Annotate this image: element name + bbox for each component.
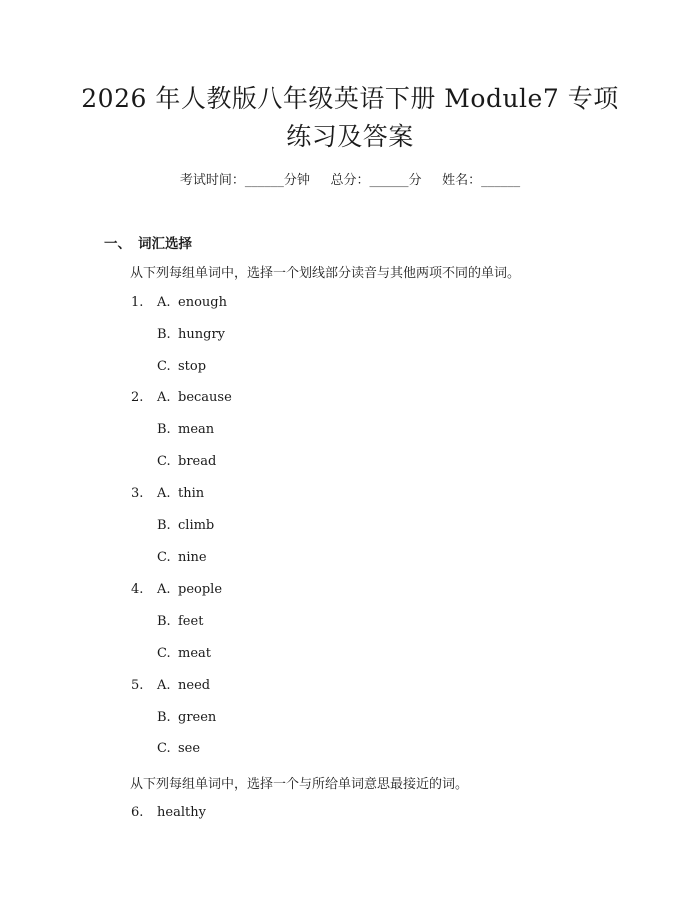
option-text: thin bbox=[178, 486, 205, 501]
option-letter: B. bbox=[157, 710, 171, 725]
document-title bbox=[60, 80, 640, 156]
option-text: meat bbox=[178, 646, 211, 661]
option-letter: A. bbox=[157, 582, 171, 597]
option-row bbox=[157, 295, 227, 310]
option-text: mean bbox=[178, 422, 215, 437]
option-text: feet bbox=[178, 614, 204, 629]
question-number: 4. bbox=[131, 582, 144, 597]
option-row bbox=[157, 390, 232, 405]
option-text: see bbox=[178, 741, 201, 756]
question-number: 5. bbox=[131, 678, 144, 693]
option-row bbox=[157, 614, 203, 629]
question-number: 6. bbox=[131, 805, 144, 820]
option-row bbox=[157, 678, 210, 693]
option-letter: A. bbox=[157, 678, 171, 693]
option-letter: A. bbox=[157, 295, 171, 310]
option-text: hungry bbox=[178, 327, 225, 342]
title-line-2: 练习及答案 bbox=[286, 122, 414, 151]
option-letter: C. bbox=[157, 454, 171, 469]
option-letter: A. bbox=[157, 390, 171, 405]
option-text: green bbox=[178, 710, 217, 725]
option-row bbox=[157, 327, 225, 342]
section-heading bbox=[104, 232, 192, 252]
question-number: 2. bbox=[131, 390, 144, 405]
option-text: climb bbox=[178, 518, 215, 533]
option-letter: C. bbox=[157, 359, 171, 374]
option-row bbox=[157, 741, 200, 756]
option-row bbox=[157, 646, 211, 661]
option-letter: C. bbox=[157, 646, 171, 661]
option-row bbox=[157, 359, 206, 374]
option-row bbox=[157, 422, 214, 437]
exam-info: 考试时间：______分钟 总分：______分 姓名：______ bbox=[179, 173, 521, 188]
instruction-pronunciation: 从下列每组单词中，选择一个划线部分读音与其他两项不同的单词。 bbox=[130, 266, 521, 281]
option-letter: B. bbox=[157, 327, 171, 342]
option-row bbox=[157, 518, 214, 533]
option-letter: B. bbox=[157, 422, 171, 437]
option-letter: B. bbox=[157, 614, 171, 629]
section-title: 词汇选择 bbox=[138, 236, 192, 252]
option-text: need bbox=[178, 678, 211, 693]
option-row bbox=[157, 582, 222, 597]
option-text: people bbox=[178, 582, 223, 597]
question-number: 3. bbox=[131, 486, 144, 501]
option-text: stop bbox=[178, 359, 207, 374]
option-row bbox=[157, 710, 216, 725]
option-text: bread bbox=[178, 454, 217, 469]
option-row bbox=[157, 486, 204, 501]
option-text: because bbox=[178, 390, 232, 405]
option-letter: C. bbox=[157, 741, 171, 756]
option-letter: A. bbox=[157, 486, 171, 501]
instruction-synonym: 从下列每组单词中，选择一个与所给单词意思最接近的词。 bbox=[130, 777, 469, 792]
option-row bbox=[157, 454, 216, 469]
option-letter: C. bbox=[157, 550, 171, 565]
option-text: nine bbox=[178, 550, 207, 565]
section-number: 一、 bbox=[104, 236, 131, 252]
question-number: 1. bbox=[131, 295, 144, 310]
question-word: healthy bbox=[157, 805, 206, 820]
option-letter: B. bbox=[157, 518, 171, 533]
option-text: enough bbox=[178, 295, 227, 310]
option-row bbox=[157, 550, 207, 565]
title-line-1: 2026 年人教版八年级英语下册 Module7 专项 bbox=[81, 84, 619, 113]
